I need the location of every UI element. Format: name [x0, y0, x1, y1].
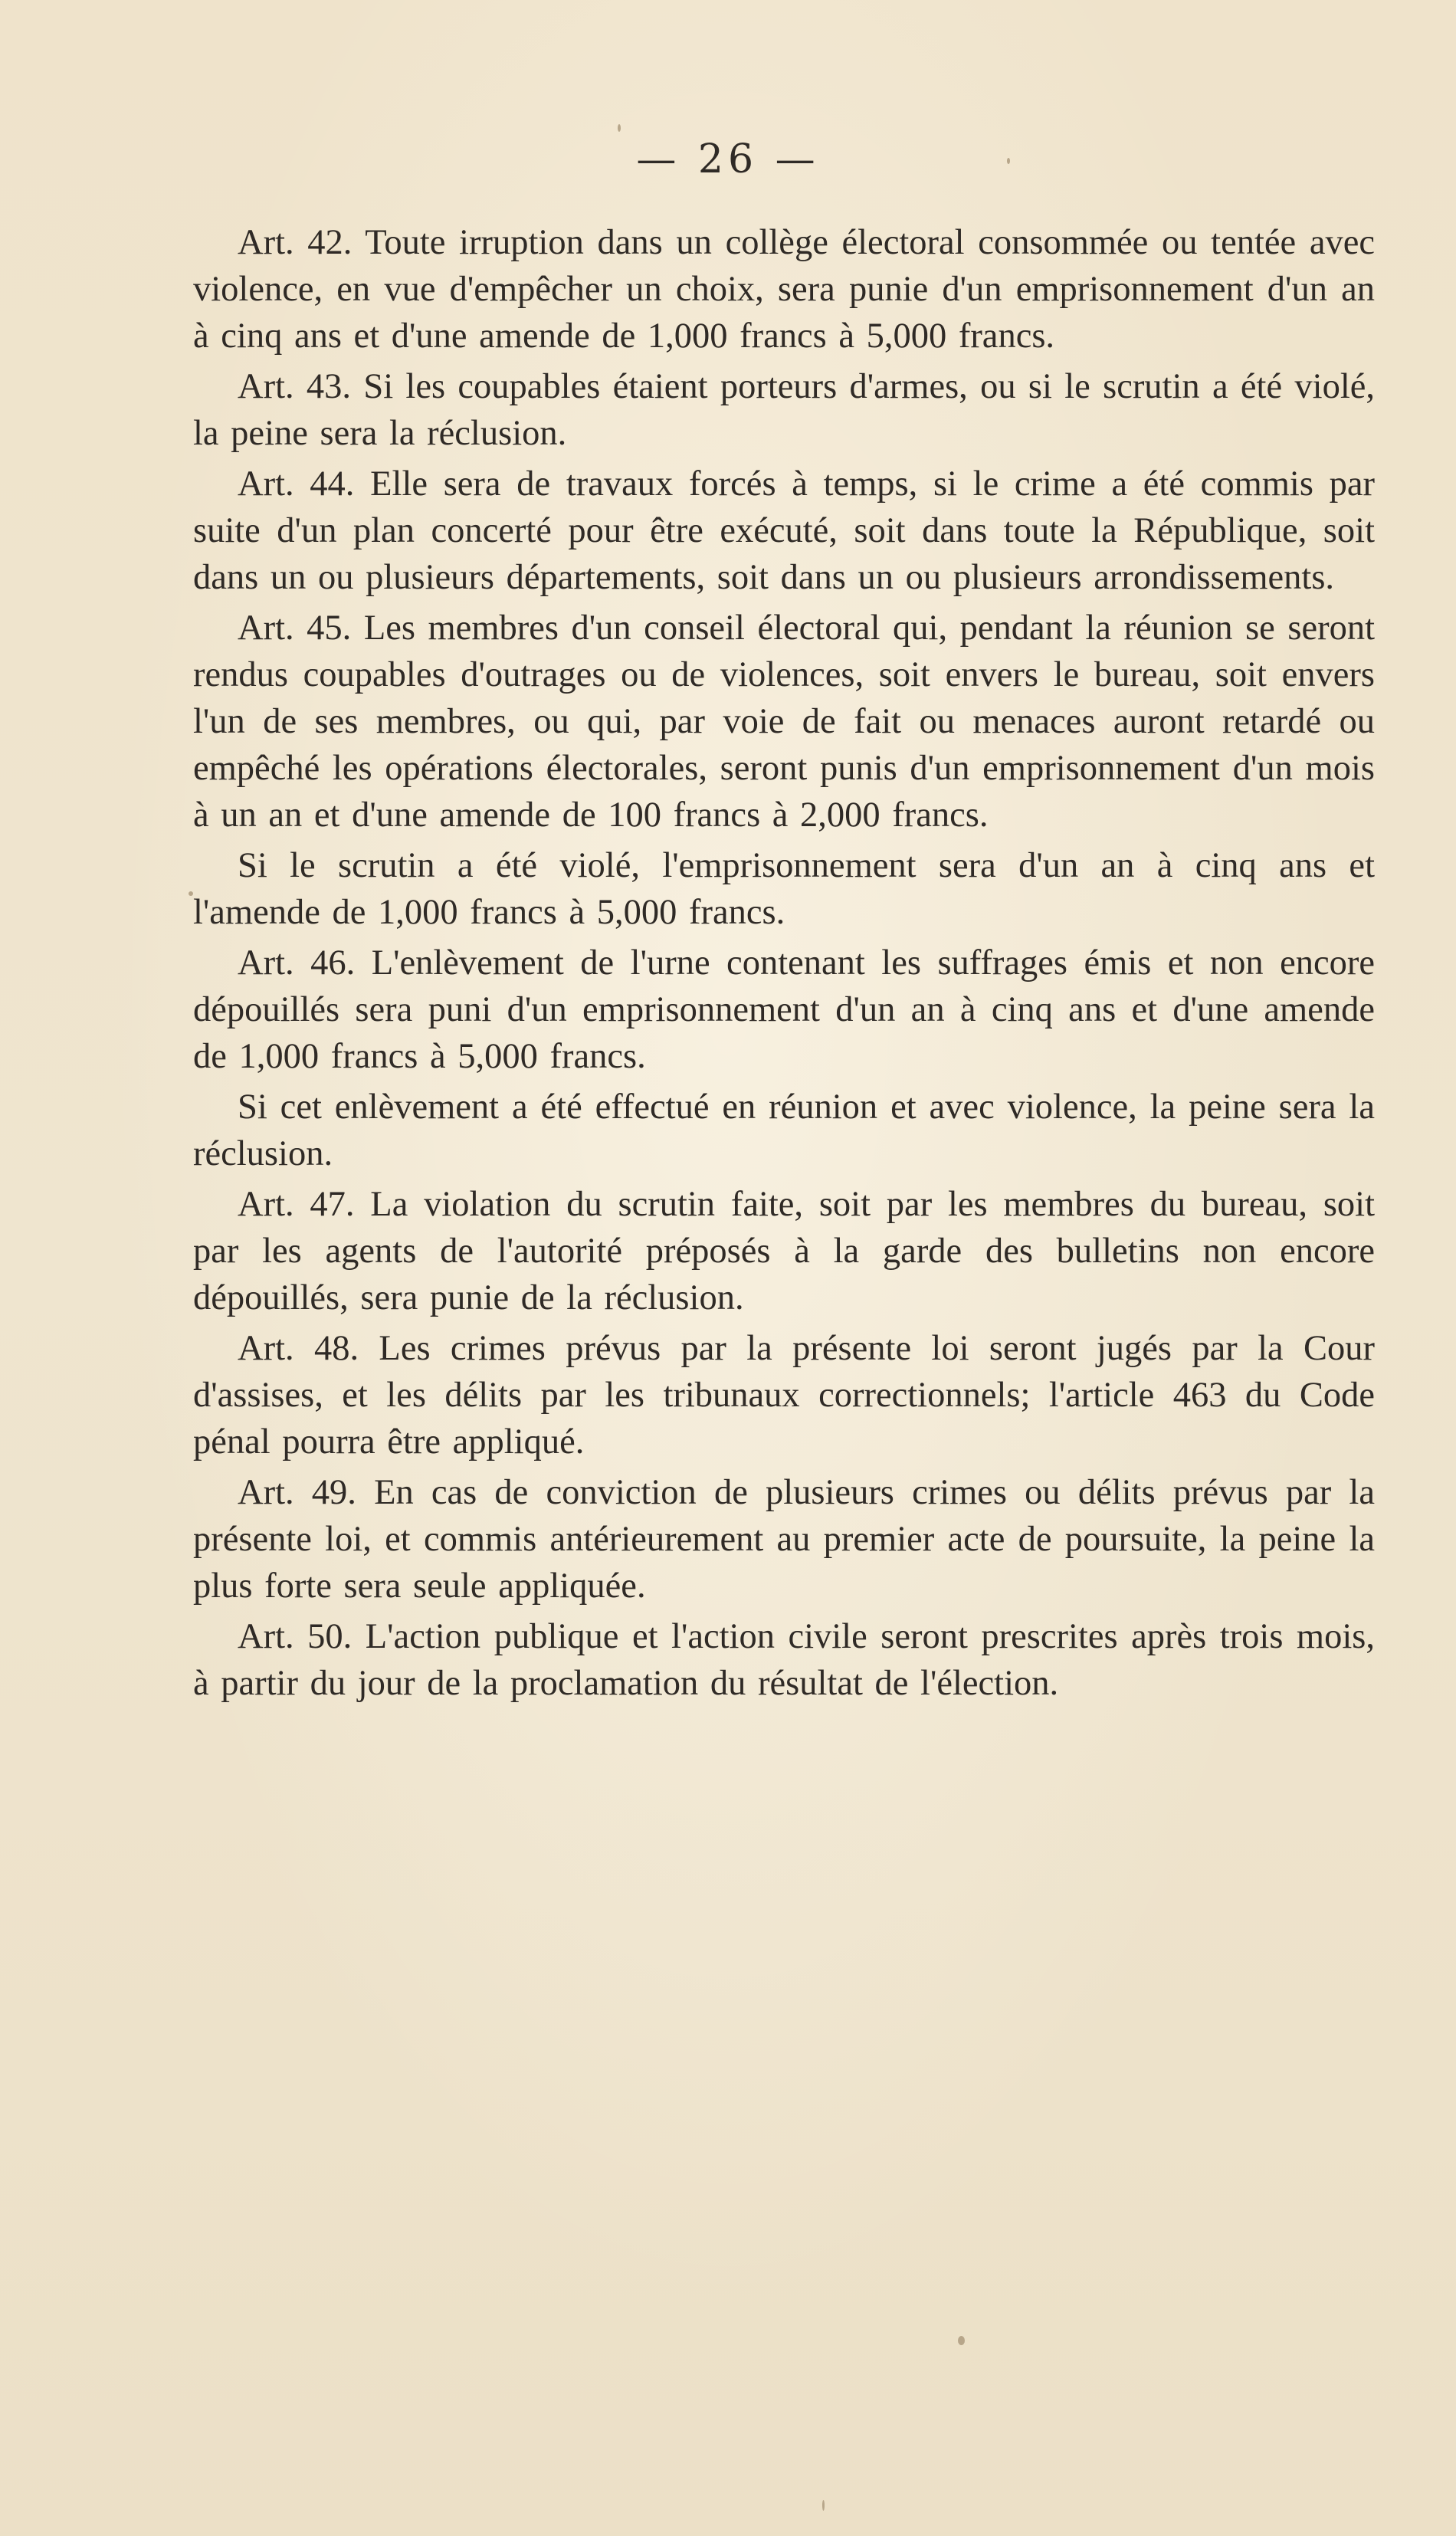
article-46-continuation: Si cet enlèvement a été effectué en réunion et avec violence, la peine sera la réclusion. — [193, 1088, 1375, 1173]
paper-speck — [1007, 158, 1010, 164]
article-49: Art. 49. En cas de conviction de plusieurs crimes ou délits prévus par la présente loi, et commis antérieurement au premier acte de poursuite, la peine la plus forte sera seule appliquée. — [193, 1473, 1375, 1606]
article-43: Art. 43. Si les coupables étaient porteurs d'armes, ou si le scrutin a été violé, la peine sera la réclusion. — [193, 367, 1375, 453]
article-48: Art. 48. Les crimes prévus par la présente loi seront jugés par la Cour d'assises, et les délits par les tribunaux correctionnels; l'article 463 du Code pénal pourra être appliqué. — [193, 1329, 1375, 1462]
article-50: Art. 50. L'action publique et l'action civile seront prescrites après trois mois, à partir du jour de la proclamation du résultat de l'élection. — [193, 1617, 1375, 1703]
article-44: Art. 44. Elle sera de travaux forcés à temps, si le crime a été commis par suite d'un plan concerté pour être exécuté, soit dans toute la République, soit dans un ou plusieurs départements, soit dans un ou plusieurs arrondissements. — [193, 464, 1375, 597]
law-text-block — [193, 219, 1375, 1707]
article-42: Art. 42. Toute irruption dans un collège électoral consommée ou tentée avec violence, en vue d'empêcher un choix, sera punie d'un emprisonnement d'un an à cinq ans et d'une amende de 1,000 francs à 5,000 francs. — [193, 223, 1375, 356]
article-45: Art. 45. Les membres d'un conseil électoral qui, pendant la réunion se seront rendus coupables d'outrages ou de violences, soit envers le bureau, soit envers l'un de ses membres, ou qui, par voie de fait ou menaces auront retardé ou empêché les opérations électorales, seront punis d'un emprisonnement d'un mois à un an et d'une amende de 100 francs à 2,000 francs. — [193, 609, 1375, 835]
paper-speck — [618, 124, 621, 132]
paper-speck — [958, 2336, 965, 2345]
article-46: Art. 46. L'enlèvement de l'urne contenant les suffrages émis et non encore dépouillés sera puni d'un emprisonnement d'un an à cinq ans et d'une amende de 1,000 francs à 5,000 francs. — [193, 943, 1375, 1076]
page-number: — 26 — — [636, 136, 820, 182]
paper-speck — [822, 2500, 825, 2511]
article-45-continuation: Si le scrutin a été violé, l'emprisonnement sera d'un an à cinq ans et l'amende de 1,000 francs à 5,000 francs. — [193, 846, 1375, 932]
article-47: Art. 47. La violation du scrutin faite, soit par les membres du bureau, soit par les agents de l'autorité préposés à la garde des bulletins non encore dépouillés, sera punie de la réclusion. — [193, 1185, 1375, 1317]
paper-speck — [189, 891, 193, 896]
